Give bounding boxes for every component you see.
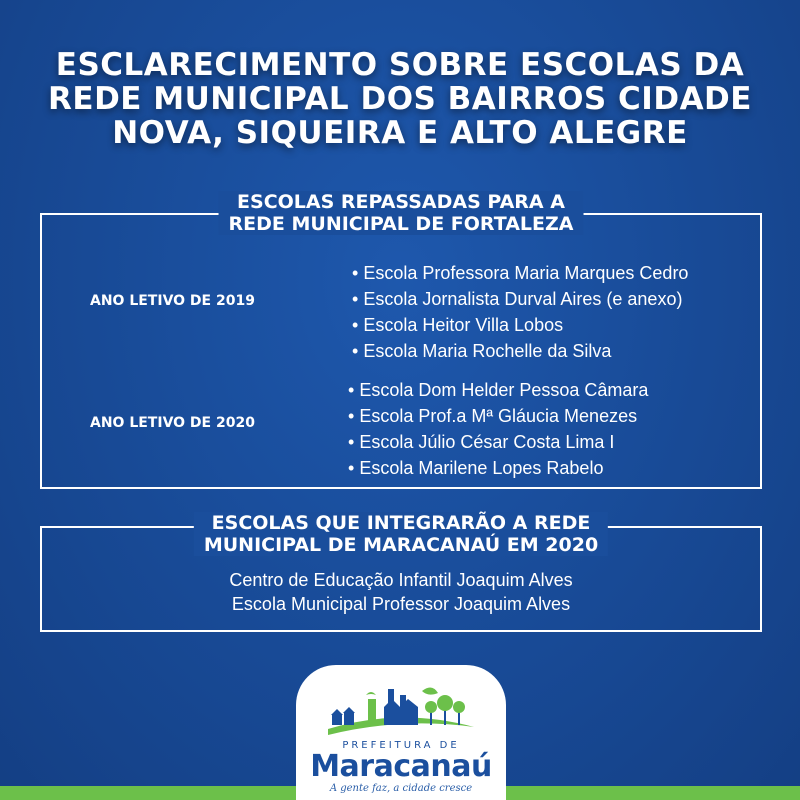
headline xyxy=(0,48,800,150)
list-item: • Escola Jornalista Durval Aires (e anexo) xyxy=(352,286,688,312)
logo-top-text: PREFEITURA DE xyxy=(342,740,460,751)
title-line-1: ESCOLAS QUE INTEGRARÃO A REDE xyxy=(211,512,591,534)
title-line-2: REDE MUNICIPAL DE FORTALEZA xyxy=(228,213,574,235)
title-line-2: MUNICIPAL DE MARACANAÚ EM 2020 xyxy=(203,534,599,556)
transferred-schools-title xyxy=(219,191,584,235)
school-list-2019 xyxy=(352,260,688,364)
headline-line-2: REDE MUNICIPAL DOS BAIRROS CIDADE xyxy=(48,81,752,117)
list-item: Centro de Educação Infantil Joaquim Alves xyxy=(229,570,573,590)
list-item: • Escola Heitor Villa Lobos xyxy=(352,312,688,338)
list-item: • Escola Marilene Lopes Rabelo xyxy=(348,455,648,481)
list-item: • Escola Júlio César Costa Lima I xyxy=(348,429,648,455)
transferred-schools-box xyxy=(40,191,762,489)
list-item: • Escola Prof.a Mª Gláucia Menezes xyxy=(348,403,648,429)
list-item: • Escola Professora Maria Marques Cedro xyxy=(352,260,688,286)
headline-line-3: NOVA, SIQUEIRA E ALTO ALEGRE xyxy=(112,115,688,151)
integrating-schools-box xyxy=(40,512,762,632)
city-logo xyxy=(296,665,506,800)
title-line-1: ESCOLAS REPASSADAS PARA A xyxy=(237,191,565,213)
logo-name: Maracanaú xyxy=(310,749,492,784)
list-item: • Escola Dom Helder Pessoa Câmara xyxy=(348,377,648,403)
headline-line-1: ESCLARECIMENTO SOBRE ESCOLAS DA xyxy=(55,47,745,83)
integrating-schools-title xyxy=(194,512,608,556)
city-skyline-icon xyxy=(326,677,476,739)
year-label-2020: ANO LETIVO DE 2020 xyxy=(90,415,255,431)
integrating-schools-list xyxy=(42,568,760,616)
list-item: Escola Municipal Professor Joaquim Alves xyxy=(231,594,571,614)
list-item: • Escola Maria Rochelle da Silva xyxy=(352,338,688,364)
logo-slogan: A gente faz, a cidade cresce xyxy=(329,783,473,794)
year-label-2019: ANO LETIVO DE 2019 xyxy=(90,293,255,309)
school-list-2020 xyxy=(348,377,648,481)
